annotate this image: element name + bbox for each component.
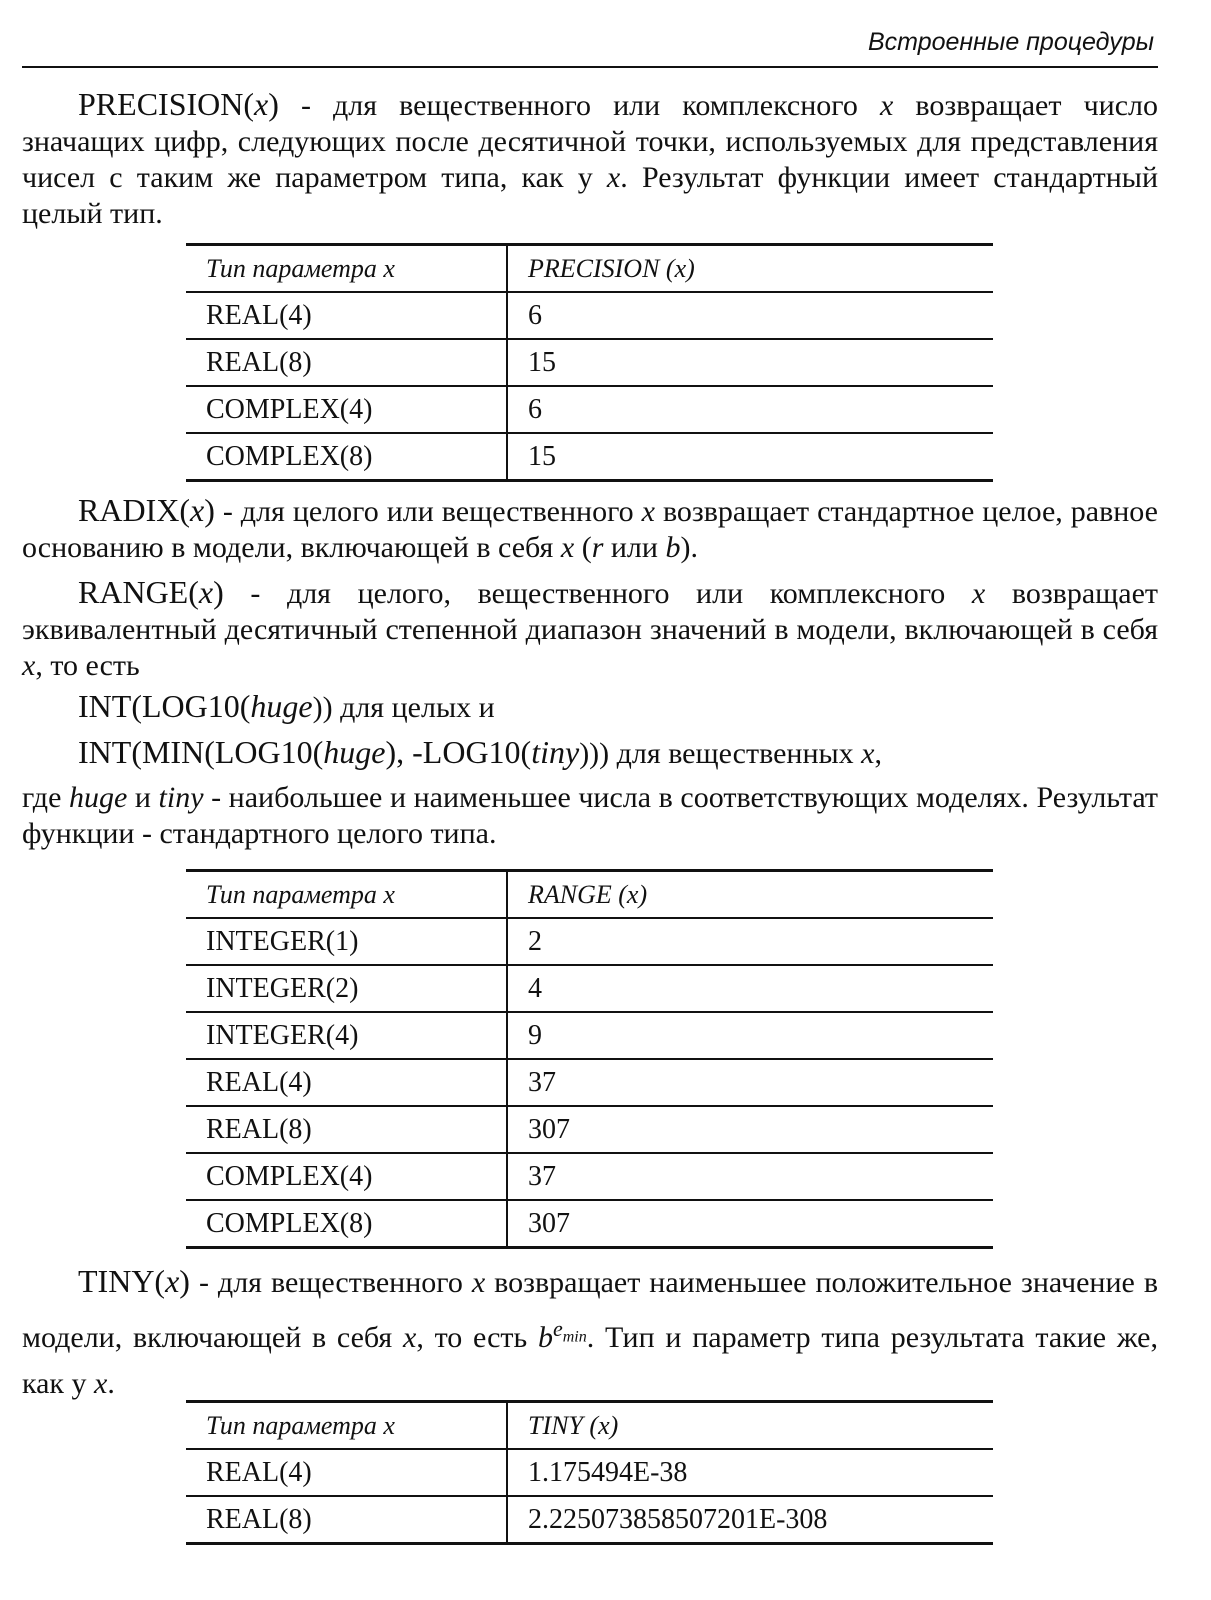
table-cell: REAL(4) [186,292,507,339]
table-cell: COMPLEX(8) [186,433,507,481]
table-cell: 4 [507,965,993,1012]
table-cell: 6 [507,386,993,433]
table-cell: 37 [507,1153,993,1200]
tiny-table [186,1400,993,1545]
table-row [186,1153,993,1200]
table-row [186,1449,993,1496]
table-row [186,292,993,339]
column-header: RANGE (x) [507,871,993,919]
table-row [186,433,993,481]
table-header-row [186,1402,993,1450]
table-cell: 307 [507,1106,993,1153]
table-cell: INTEGER(2) [186,965,507,1012]
table-cell: REAL(4) [186,1449,507,1496]
table-cell: COMPLEX(4) [186,1153,507,1200]
table-row [186,386,993,433]
column-header: Тип параметра x [186,1402,507,1450]
table-row [186,1059,993,1106]
table-header-row [186,245,993,293]
function-name: RADIX [78,492,180,528]
range-formula-real: INT(MIN(LOG10(huge), -LOG10(tiny))) для вещественных x, [78,734,882,770]
tiny-paragraph: TINY(x) - для вещественного x возвращает наименьшее положительное значение в модели, включающей в себя x, то есть $b^{e_{min}}$. Тип и параметр типа результата такие же, как у x. [22,1263,1159,1400]
precision-table [186,243,993,482]
function-name: PRECISION [78,86,244,122]
column-header: Тип параметра x [186,871,507,919]
table-row [186,1496,993,1544]
table-cell: COMPLEX(4) [186,386,507,433]
table-cell: 6 [507,292,993,339]
table-cell: REAL(8) [186,339,507,386]
table-cell: REAL(8) [186,1106,507,1153]
table-row [186,918,993,965]
table-cell: 2.225073858507201E-308 [507,1496,993,1544]
table-cell: 15 [507,433,993,481]
range-table [186,869,993,1249]
table-cell: REAL(8) [186,1496,507,1544]
column-header: PRECISION (x) [507,245,993,293]
table-cell: INTEGER(1) [186,918,507,965]
radix-paragraph: RADIX(x) - для целого или вещественного x возвращает стандартное целое, равное основанию в модели, включающей в себя x (r или b). [22,492,1158,564]
table-row [186,339,993,386]
table-cell: REAL(4) [186,1059,507,1106]
page-header [22,24,1158,68]
running-head: Встроенные процедуры [867,28,1154,56]
table-cell: 37 [507,1059,993,1106]
table-row [186,1200,993,1248]
range-paragraph: RANGE(x) - для целого, вещественного или комплексного x возвращает эквивалентный десятичный степенной диапазон значений в модели, включающей в себя x, то есть [22,574,1158,682]
function-name: TINY [78,1263,155,1299]
table-header-row [186,871,993,919]
table-cell: 2 [507,918,993,965]
table-cell: 307 [507,1200,993,1248]
table-cell: INTEGER(4) [186,1012,507,1059]
table-cell: 15 [507,339,993,386]
precision-paragraph: PRECISION(x) - для вещественного или комплексного x возвращает число значащих цифр, следующих после десятичной точки, используемых для представления чисел с таким же параметром типа, как у x. Результат функции имеет стандартный целый тип. [22,86,1159,230]
table-cell: COMPLEX(8) [186,1200,507,1248]
column-header: Тип параметра x [186,245,507,293]
function-name: RANGE [78,574,189,610]
range-formula-integer: INT(LOG10(huge)) для целых и [78,688,495,724]
table-cell: 1.175494E-38 [507,1449,993,1496]
range-where-paragraph: где huge и tiny - наибольшее и наименьшее числа в соответствующих моделях. Результат функции - стандартного целого типа. [22,781,1159,850]
column-header: TINY (x) [507,1402,993,1450]
table-row [186,965,993,1012]
table-row [186,1012,993,1059]
table-row [186,1106,993,1153]
table-cell: 9 [507,1012,993,1059]
